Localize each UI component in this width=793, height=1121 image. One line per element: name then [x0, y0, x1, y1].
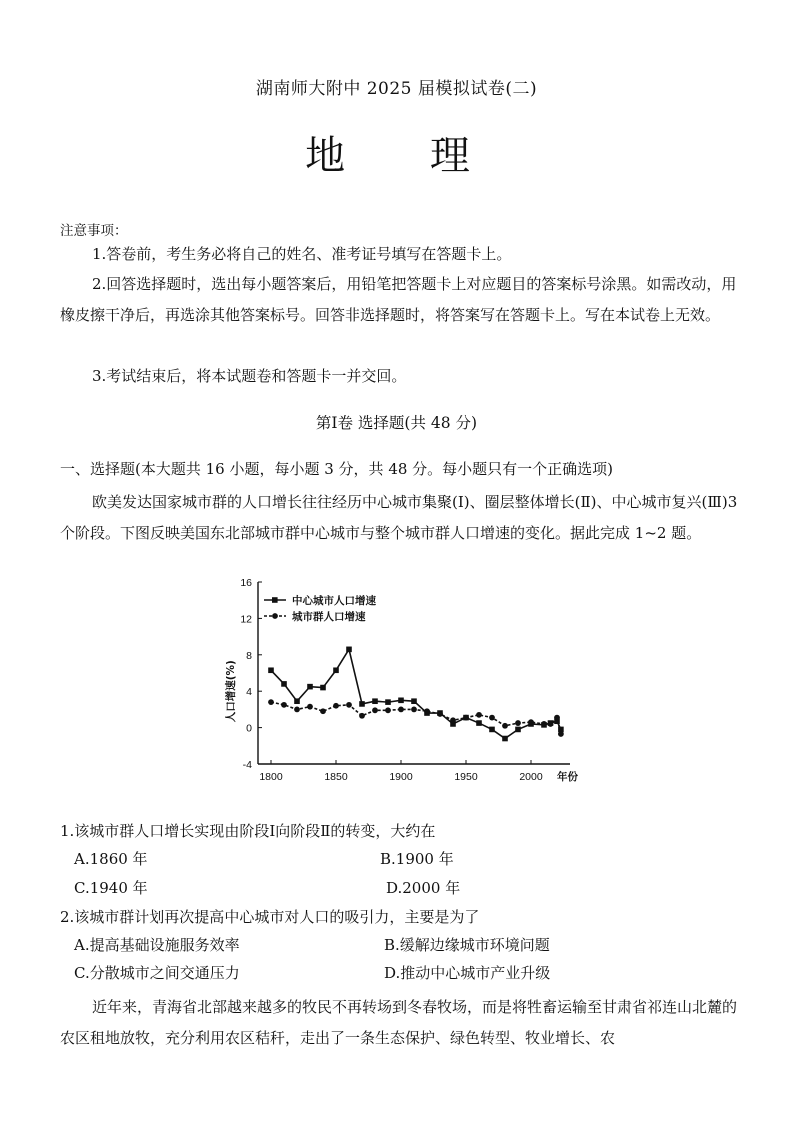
series-1-point-6: [346, 702, 352, 708]
section-title: 第Ⅰ卷 选择题(共 48 分): [315, 414, 478, 432]
x-tick-label-1: 1850: [324, 771, 348, 783]
series-1-point-18: [502, 723, 508, 729]
question-1-option-a: A.1860 年: [74, 850, 148, 868]
x-tick-label-2: 1900: [389, 771, 413, 783]
series-1-point-14: [450, 717, 456, 723]
series-1-point-3: [307, 704, 313, 710]
y-tick-label-0: -4: [242, 759, 252, 771]
x-tick-label-4: 2000: [519, 771, 543, 783]
y-tick-label-1: 0: [246, 722, 252, 735]
question-1-stem: 1.该城市群人口增长实现由阶段Ⅰ向阶段Ⅱ的转变，大约在: [60, 822, 436, 840]
series-0-point-19: [515, 727, 521, 733]
series-1-point-24: [558, 731, 564, 737]
series-0-point-1: [281, 681, 287, 687]
legend-label-1: 城市群人口增速: [292, 611, 366, 623]
subject-title: 地 理: [305, 133, 506, 179]
legend-label-0: 中心城市人口增速: [292, 595, 376, 607]
series-1-point-15: [463, 715, 469, 721]
legend-marker-0: [272, 597, 278, 603]
notice-heading: 注意事项：: [60, 223, 128, 239]
next-passage: 近年来，青海省北部越来越多的牧民不再转场到冬春牧场，而是将牲畜运输至甘肃省祁连山北麓的农区租地放牧，充分利用农区秸秆，走出了一条生态保护、绿色转型、牧业增长、农: [60, 998, 738, 1047]
question-1-option-c: C.1940 年: [74, 879, 148, 897]
x-axis-title: 年份: [557, 771, 578, 783]
series-1-point-4: [320, 708, 326, 714]
series-1-point-17: [489, 715, 495, 721]
series-1-point-16: [476, 712, 482, 718]
series-0-point-16: [476, 720, 482, 726]
series-1-point-13: [437, 711, 443, 717]
series-1-point-0: [268, 699, 274, 705]
series-0-point-2: [294, 698, 300, 704]
series-1-point-22: [548, 721, 554, 727]
series-0-point-10: [398, 698, 404, 704]
series-1-point-8: [372, 707, 378, 713]
exam-title: 湖南师大附中 2025 届模拟试卷(二): [255, 79, 538, 99]
series-1-point-20: [528, 719, 534, 725]
series-1-point-2: [294, 707, 300, 713]
notice-item-1: 1.答卷前，考生务必将自己的姓名、准考证号填写在答题卡上。: [92, 245, 512, 263]
series-0-point-18: [502, 736, 508, 742]
series-1-point-23: [554, 715, 560, 721]
question-stem-1-2: 欧美发达国家城市群的人口增长往往经历中心城市集聚(Ⅰ)、圈层整体增长(Ⅱ)、中心城市复兴(Ⅲ)3 个阶段。下图反映美国东北部城市群中心城市与整个城市群人口增速的变化。据此完成 1~2 题。: [60, 493, 738, 542]
notice-item-3: 3.考试结束后，将本试题卷和答题卡一并交回。: [92, 367, 407, 385]
part-one-heading: 一、选择题(本大题共 16 小题，每小题 3 分，共 48 分。每小题只有一个正确选项): [60, 460, 614, 478]
question-2-option-c: C.分散城市之间交通压力: [74, 964, 240, 982]
series-1-point-21: [541, 721, 547, 727]
series-1-point-19: [515, 720, 521, 726]
series-1-point-7: [359, 713, 365, 719]
question-2-stem: 2.该城市群计划再次提高中心城市对人口的吸引力，主要是为了: [60, 908, 480, 926]
legend-marker-1: [272, 613, 278, 619]
series-1-point-11: [411, 707, 417, 713]
series-1-point-5: [333, 703, 339, 709]
series-0-point-0: [268, 667, 274, 673]
series-0-point-6: [346, 647, 352, 653]
series-0-point-11: [411, 698, 417, 704]
y-tick-label-4: 12: [240, 613, 252, 626]
series-1-point-12: [424, 708, 430, 714]
series-1-point-9: [385, 707, 391, 713]
series-0-point-9: [385, 699, 391, 705]
y-tick-label-2: 4: [246, 686, 252, 699]
population-growth-chart: [220, 572, 580, 786]
question-1-option-b: B.1900 年: [380, 850, 454, 868]
y-axis-title: 人口增速(%): [225, 660, 237, 723]
question-1-option-d: D.2000 年: [386, 879, 461, 897]
y-tick-label-5: 16: [240, 577, 252, 589]
question-2-option-a: A.提高基础设施服务效率: [74, 936, 240, 954]
series-0-point-3: [307, 684, 313, 690]
question-2-option-b: B.缓解边缘城市环境问题: [384, 936, 550, 954]
y-tick-label-3: 8: [246, 649, 252, 662]
series-0-point-8: [372, 698, 378, 704]
series-1-point-10: [398, 707, 404, 713]
series-0-point-17: [489, 727, 495, 733]
chart-svg: [220, 572, 580, 786]
x-tick-label-0: 1800: [259, 771, 283, 783]
series-0-point-4: [320, 685, 326, 691]
x-tick-label-3: 1950: [454, 771, 478, 783]
series-0-point-5: [333, 667, 339, 673]
series-0-point-7: [359, 701, 365, 707]
notice-item-2: 2.回答选择题时，选出每小题答案后，用铅笔把答题卡上对应题目的答案标号涂黑。如需改动，用橡皮擦干净后，再选涂其他答案标号。回答非选择题时，将答案写在答题卡上。写在本试卷上无效。: [60, 275, 737, 324]
series-1-point-1: [281, 702, 287, 708]
question-2-option-d: D.推动中心城市产业升级: [384, 964, 551, 982]
